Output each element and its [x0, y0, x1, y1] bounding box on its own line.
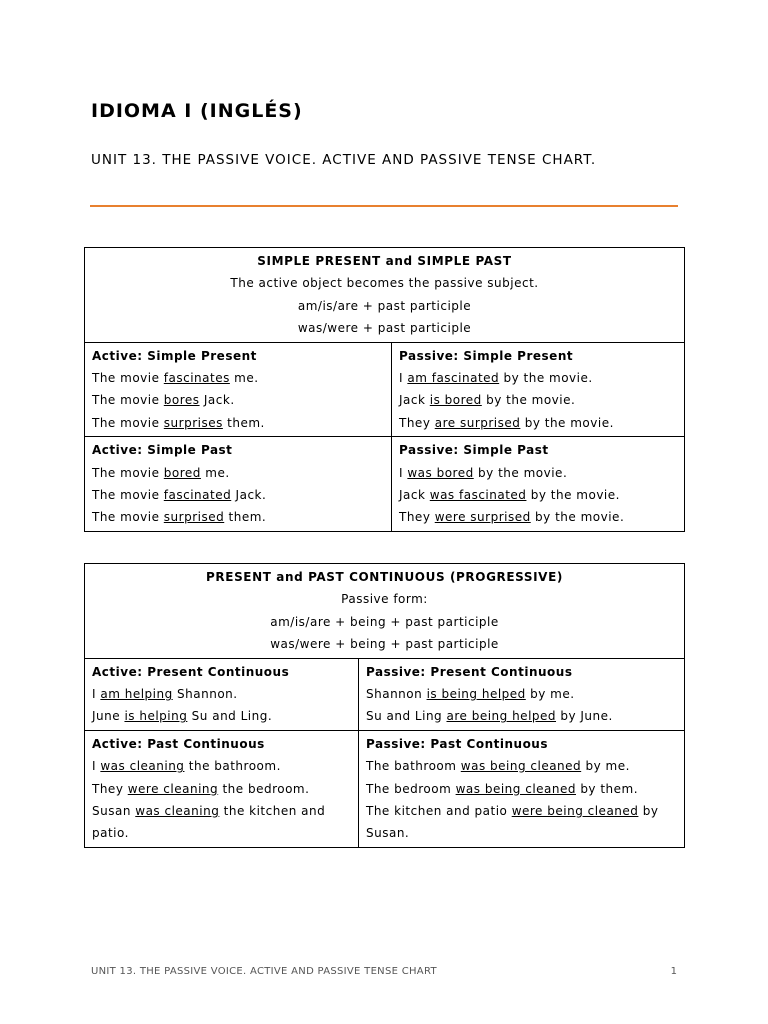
- sentence-text: by them.: [576, 781, 639, 796]
- sentence-text: Jack: [399, 393, 430, 408]
- example-sentence: [92, 367, 384, 389]
- table-header-row: [85, 564, 685, 659]
- cell-title: Active: Simple Past: [92, 443, 233, 458]
- verb-phrase: was cleaning: [100, 759, 185, 774]
- sentence-text: The movie: [92, 415, 164, 430]
- sentence-text: I: [399, 465, 408, 480]
- sentence-text: The movie: [92, 465, 164, 480]
- sentence-text: by me.: [581, 759, 630, 774]
- sentence-text: The movie: [92, 488, 164, 503]
- sentence-text: by June.: [556, 709, 613, 724]
- example-sentence: [92, 683, 351, 705]
- sentence-text: The movie: [92, 371, 164, 386]
- verb-phrase: surprises: [163, 415, 223, 430]
- sentence-text: the bedroom.: [218, 781, 310, 796]
- table-header-row: [85, 248, 685, 343]
- cell-title: Active: Past Continuous: [92, 736, 265, 751]
- table-row: [85, 437, 685, 532]
- continuous-tense-table: [84, 563, 685, 848]
- sentence-text: The movie: [92, 393, 164, 408]
- active-cell: [85, 658, 359, 730]
- example-sentence: [399, 506, 677, 528]
- sentence-text: Jack: [399, 488, 430, 503]
- table-heading: PRESENT and PAST CONTINUOUS (PROGRESSIVE): [206, 570, 563, 584]
- verb-phrase: is helping: [124, 709, 188, 724]
- verb-phrase: was fascinated: [429, 488, 527, 503]
- sentence-text: by the movie.: [530, 510, 625, 525]
- table-row: [85, 730, 685, 847]
- sentence-text: Su and Ling.: [187, 709, 273, 724]
- rule-line: was/were + being + past participle: [270, 637, 499, 652]
- table-heading: SIMPLE PRESENT and SIMPLE PAST: [257, 254, 512, 268]
- active-cell: [85, 342, 392, 437]
- example-sentence: [92, 389, 384, 411]
- passive-cell: [359, 658, 685, 730]
- sentence-text: by Susan.: [366, 804, 659, 841]
- passive-cell: [392, 437, 685, 532]
- sentence-text: Jack.: [199, 393, 235, 408]
- sentence-text: them.: [222, 415, 265, 430]
- page-title: IDIOMA I (INGLÉS): [91, 100, 303, 122]
- verb-phrase: fascinated: [163, 488, 232, 503]
- verb-phrase: was being cleaned: [460, 759, 582, 774]
- verb-phrase: was bored: [407, 465, 474, 480]
- sentence-text: Su and Ling: [366, 709, 447, 724]
- sentence-text: me.: [200, 465, 230, 480]
- sentence-text: the bathroom.: [184, 759, 281, 774]
- sentence-text: I: [92, 759, 101, 774]
- sentence-text: Shannon.: [172, 687, 238, 702]
- rule-line: am/is/are + past participle: [297, 298, 472, 313]
- example-sentence: [92, 506, 384, 528]
- page-number: 1: [670, 966, 677, 977]
- simple-tense-table: [84, 247, 685, 532]
- example-sentence: [399, 462, 677, 484]
- cell-title: Passive: Present Continuous: [366, 664, 573, 679]
- verb-phrase: were being cleaned: [511, 804, 639, 819]
- verb-phrase: am fascinated: [407, 371, 500, 386]
- title-divider: [90, 205, 678, 207]
- sentence-text: by the movie.: [526, 488, 620, 503]
- passive-cell: [392, 342, 685, 437]
- table-header-cell: [85, 248, 685, 343]
- rule-line: The active object becomes the passive subject.: [230, 276, 539, 291]
- example-sentence: [366, 778, 677, 800]
- example-sentence: [92, 800, 351, 845]
- example-sentence: [92, 484, 384, 506]
- verb-phrase: fascinates: [163, 371, 230, 386]
- rule-line: Passive form:: [341, 592, 428, 607]
- sentence-text: by the movie.: [481, 393, 576, 408]
- cell-title: Active: Simple Present: [92, 348, 257, 363]
- verb-phrase: surprised: [163, 510, 225, 525]
- verb-phrase: is being helped: [426, 687, 526, 702]
- rule-line: was/were + past participle: [297, 321, 472, 336]
- sentence-text: The movie: [92, 510, 164, 525]
- sentence-text: They: [92, 781, 128, 796]
- sentence-text: The bedroom: [366, 781, 456, 796]
- example-sentence: [366, 800, 677, 845]
- table-row: [85, 342, 685, 437]
- example-sentence: [366, 683, 677, 705]
- sentence-text: the kitchen and patio.: [92, 804, 326, 841]
- cell-title: Active: Present Continuous: [92, 664, 290, 679]
- sentence-text: The bathroom: [366, 759, 461, 774]
- cell-title: Passive: Simple Present: [399, 348, 574, 363]
- verb-phrase: was cleaning: [135, 804, 220, 819]
- cell-title: Passive: Simple Past: [399, 443, 549, 458]
- verb-phrase: are being helped: [446, 709, 557, 724]
- verb-phrase: were surprised: [434, 510, 531, 525]
- example-sentence: [92, 705, 351, 727]
- sentence-text: by the movie.: [499, 371, 593, 386]
- sentence-text: Susan: [92, 804, 136, 819]
- sentence-text: The kitchen and patio: [366, 804, 512, 819]
- sentence-text: I: [92, 687, 101, 702]
- example-sentence: [399, 367, 677, 389]
- verb-phrase: bores: [163, 393, 200, 408]
- sentence-text: by the movie.: [520, 415, 614, 430]
- sentence-text: by the movie.: [473, 465, 568, 480]
- example-sentence: [366, 755, 677, 777]
- verb-phrase: was being cleaned: [455, 781, 576, 796]
- sentence-text: Shannon: [366, 687, 427, 702]
- verb-phrase: am helping: [100, 687, 173, 702]
- verb-phrase: were cleaning: [127, 781, 219, 796]
- sentence-text: June: [92, 709, 125, 724]
- verb-phrase: bored: [163, 465, 201, 480]
- active-cell: [85, 730, 359, 847]
- sentence-text: me.: [229, 371, 259, 386]
- sentence-text: by me.: [525, 687, 575, 702]
- passive-cell: [359, 730, 685, 847]
- example-sentence: [92, 462, 384, 484]
- example-sentence: [366, 705, 677, 727]
- example-sentence: [92, 755, 351, 777]
- verb-phrase: is bored: [429, 393, 482, 408]
- verb-phrase: are surprised: [434, 415, 521, 430]
- example-sentence: [92, 412, 384, 434]
- table-row: [85, 658, 685, 730]
- active-cell: [85, 437, 392, 532]
- unit-subtitle: UNIT 13. THE PASSIVE VOICE. ACTIVE AND PASSIVE TENSE CHART.: [91, 152, 597, 168]
- rule-line: am/is/are + being + past participle: [270, 614, 499, 629]
- example-sentence: [399, 484, 677, 506]
- sentence-text: Jack.: [231, 488, 267, 503]
- example-sentence: [399, 412, 677, 434]
- example-sentence: [92, 778, 351, 800]
- sentence-text: They: [399, 415, 435, 430]
- sentence-text: I: [399, 371, 408, 386]
- cell-title: Passive: Past Continuous: [366, 736, 548, 751]
- example-sentence: [399, 389, 677, 411]
- table-header-cell: [85, 564, 685, 659]
- sentence-text: them.: [224, 510, 267, 525]
- footer-text: UNIT 13. THE PASSIVE VOICE. ACTIVE AND PASSIVE TENSE CHART: [91, 966, 437, 977]
- sentence-text: They: [399, 510, 435, 525]
